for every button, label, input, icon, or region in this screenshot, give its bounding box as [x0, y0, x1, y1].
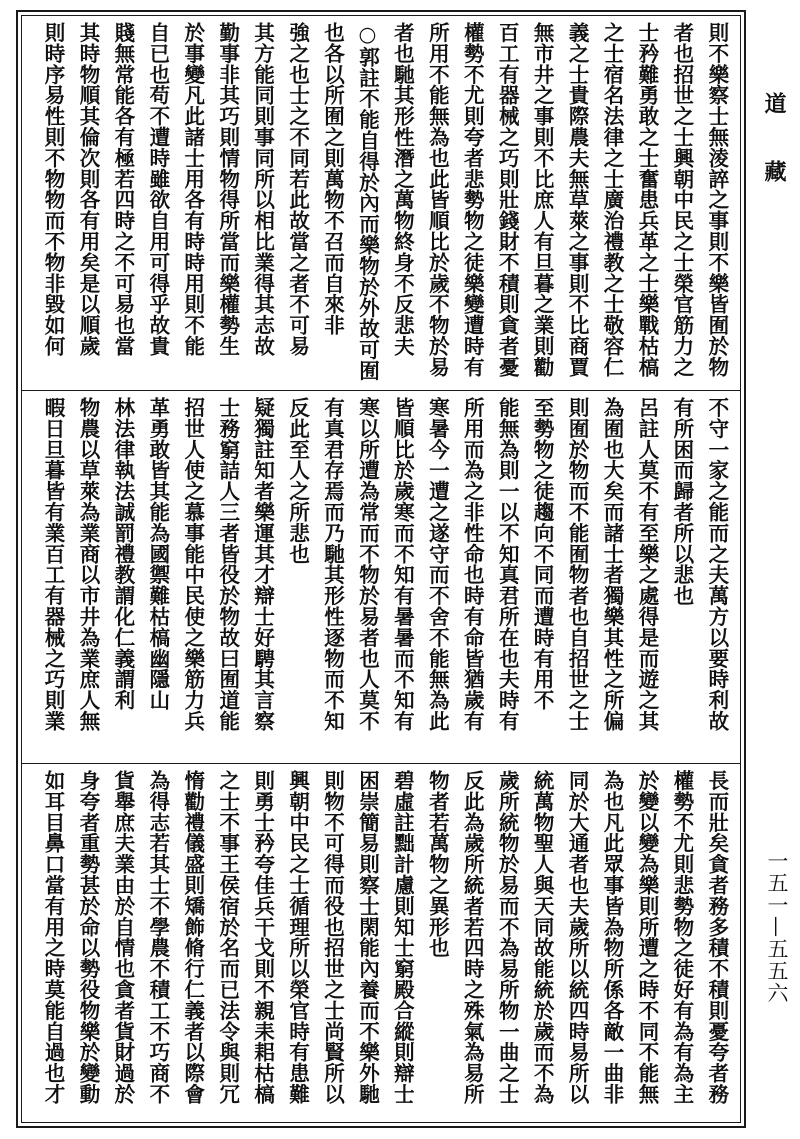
- text-column: 呂註人莫不有至樂之處得是而遊之其: [634, 397, 659, 732]
- text-column: 林法律執法誠罰禮教謂化仁義謂利: [110, 397, 135, 711]
- text-column: 革勇敢皆其能為國禦難枯槁幽隱山: [145, 397, 170, 711]
- text-column: 反此為歲所統者若四時之殊氣為易所: [460, 770, 485, 1105]
- text-column: 寒以所遭為常而不物於易者也人莫不: [355, 397, 380, 732]
- text-column: 於事變凡此諸士用各有時時用則不能: [180, 22, 205, 357]
- text-column: 也各以所囿之則萬物不召而自來非: [320, 22, 345, 336]
- text-column: ○郭註不能自得於內而樂物於外故可囿: [355, 22, 380, 381]
- text-column: 則時序易性則不物物而不物非毀如何: [41, 22, 65, 357]
- text-column: 不守一家之能而之夫萬方以要時利故: [704, 397, 729, 732]
- text-column: 則不樂察士無淩誶之事則不樂皆囿於物: [704, 22, 729, 378]
- text-column: 招世人使之慕事能中民使之樂筋力兵: [180, 397, 205, 732]
- text-column: 皆順比於歲寒而不知有暑暑而不知有: [390, 397, 415, 732]
- margin-title-dao: 道: [761, 92, 787, 114]
- text-column: 同於大通者也夫歲所以統四時易所以: [565, 770, 590, 1105]
- text-column: 為也凡此眾事皆為物所係各敵一曲非: [600, 770, 624, 1105]
- text-column: 則物不可得而役也招世之士尚賢所以: [320, 770, 345, 1105]
- text-panel-top: [22, 16, 740, 389]
- text-columns: [40, 397, 730, 757]
- text-column: 士矜難勇敢之士奮患兵革之士樂戰枯槁: [634, 22, 659, 378]
- text-column: 賤無常能各有極若四時之不可易也當: [110, 22, 135, 357]
- text-column: 為囿也大矣而諸士者獨樂其性之所偏: [600, 397, 624, 732]
- text-column: 權勢不尤則悲勢物之徒好有為有為主: [669, 770, 694, 1105]
- text-column: 疑獨註知者樂運其才辯士好騁其言察: [250, 397, 275, 732]
- text-column: 惰勸禮儀盛則矯飾脩行仁義者以際會: [180, 770, 205, 1105]
- text-panel-middle: [22, 390, 740, 763]
- text-panel-bottom: [22, 763, 740, 1122]
- text-column: 如耳目鼻口當有用之時莫能自過也才: [41, 770, 65, 1105]
- text-column: 至勢物之徒趨向不同而遭時有用不: [530, 397, 555, 711]
- text-column: 統萬物聖人與天同故能統於歲而不為: [530, 770, 555, 1105]
- page-frame: [16, 10, 746, 1128]
- text-column: 所用而為之非性命也時有命皆猶歲有: [460, 397, 485, 732]
- text-column: 貨舉庶夫業由於自情也貪者貨財過於: [110, 770, 135, 1105]
- text-column: 反此至人之所悲也: [285, 397, 310, 565]
- text-column: 則囿於物而不能囿物者也自招世之士: [565, 397, 590, 732]
- text-column: 寒暑今一遭之遂守而不舍不能無為此: [425, 397, 450, 732]
- text-column: 之士宿名法律之士廣治禮教之士敬容仁: [600, 22, 624, 378]
- text-column: 自已也苟不遭時雖欲自用可得乎故貴: [145, 22, 170, 357]
- page-frame-inner: [21, 15, 741, 1123]
- text-column: 身夸者重勢甚於命以勢役物樂於變動: [75, 770, 100, 1105]
- text-column: 則勇士矜夸佳兵干戈則不親耒耜枯槁: [250, 770, 275, 1105]
- text-column: 物者若萬物之異形也: [425, 770, 450, 959]
- text-column: 百工有器械之巧則壯錢財不積則貪者憂: [495, 22, 520, 378]
- text-column: 其時物順其倫次則各有用矣是以順歲: [75, 22, 100, 357]
- text-column: 有所困而歸者所以悲也: [669, 397, 694, 606]
- text-column: 長而壯矣貪者務多積不積則憂夸者務: [704, 770, 729, 1105]
- text-column: 其方能同則事同所以相比業得其志故: [250, 22, 275, 357]
- text-column: 之士不事王侯宿於名而已法令與則冗: [215, 770, 240, 1105]
- text-column: 物農以草萊為業商以市井為業庶人無: [75, 397, 100, 732]
- text-column: 困崇簡易則察士閑能內養而不樂外馳: [355, 770, 380, 1105]
- text-column: 無市井之事則不比庶人有旦暮之業則勸: [530, 22, 555, 378]
- text-column: 為得志若其士不學農不積工不巧商不: [145, 770, 170, 1105]
- text-column: 有真君存焉而乃馳其形性逐物而不知: [320, 397, 345, 732]
- text-column: 權勢不尤則夸者悲勢物之徒樂變遭時有: [460, 22, 485, 378]
- text-column: 士務窮詰人三者皆役於物故曰囿道能: [215, 397, 240, 732]
- margin-title-zang: 藏: [761, 160, 787, 182]
- text-column: 碧虛註黜計慮則知士窮殿合縱則辯士: [390, 770, 415, 1105]
- text-column: 於變以變為樂則所遭之時不同不能無: [634, 770, 659, 1105]
- text-columns: [40, 770, 730, 1116]
- text-column: 暇日旦暮皆有業百工有器械之巧則業: [41, 397, 65, 732]
- text-columns: [40, 22, 730, 383]
- text-column: 勤事非其巧則情物得所當而樂權勢生: [215, 22, 240, 357]
- text-column: 所用不能無為也此皆順比於歲不物於易: [425, 22, 450, 378]
- text-column: 興朝中民之士循理所以榮官時有患難: [285, 770, 310, 1105]
- text-column: 義之士貴際農夫無草萊之事則不比商賈: [565, 22, 590, 378]
- text-column: 能無為則一以不知真君所在也夫時有: [495, 397, 520, 732]
- text-column: 者也馳其形性潛之萬物終身不反悲夫: [390, 22, 415, 357]
- text-column: 強之也士之不同若此故當之者不可易: [285, 22, 310, 357]
- text-column: 者也招世之士興朝中民之士榮官筋力之: [669, 22, 694, 378]
- folio-number: 一五一—五五六: [765, 850, 789, 1004]
- text-column: 歲所統物於易而不為易所物一曲之士: [495, 770, 520, 1105]
